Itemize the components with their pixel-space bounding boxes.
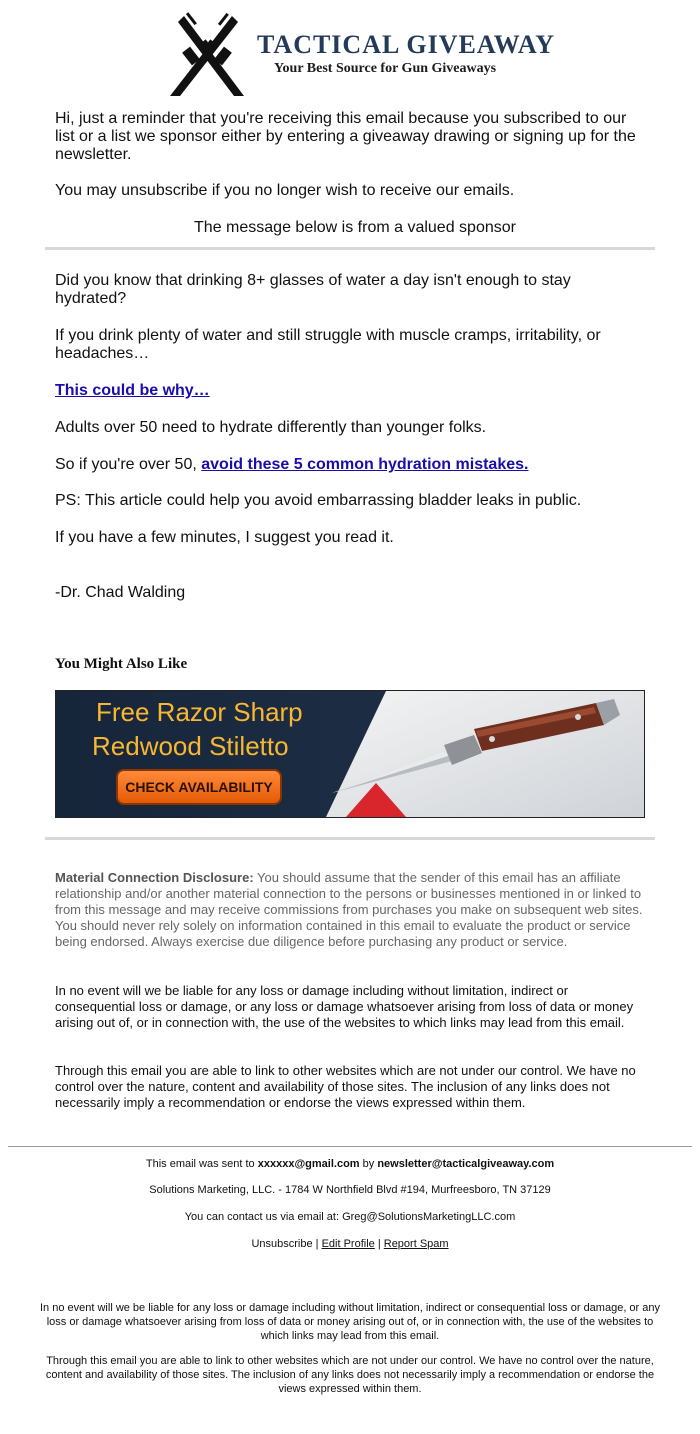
footer-contact: You can contact us via email at: Greg@SolutionsMarketingLLC.com bbox=[184, 1211, 516, 1223]
footer-liability: In no event will we be liable for any loss or damage including without limitation, indirect or consequential loss or damage, or any loss or damage whatsoever arising from loss of data or money arising out of, or in connection with, the use of the websites to which links may lead from this email. bbox=[40, 1302, 661, 1342]
material-disclosure-text: You should assume that the sender of this email has an affiliate relationship and/or another material connection to the persons or businesses mentioned in or linked to from this message and may receive commissions from purchases you make on subsequent web sites. You should never rely solely on information contained in this email to evaluate the product or service being endorsed. Always exercise due diligence before purchasing any product or service. bbox=[55, 870, 643, 949]
message-link-1-wrapper bbox=[55, 382, 645, 400]
check-availability-button[interactable]: CHECK AVAILABILITY bbox=[116, 769, 282, 805]
sent-by: by bbox=[359, 1158, 378, 1170]
signature: -Dr. Chad Walding bbox=[55, 584, 186, 601]
material-disclosure-label: Material Connection Disclosure: bbox=[55, 870, 254, 885]
message-paragraph-2: If you drink plenty of water and still struggle with muscle cramps, irritability, or headaches… bbox=[55, 327, 601, 362]
material-disclosure bbox=[55, 870, 647, 950]
footer-divider bbox=[8, 1146, 692, 1147]
liability-disclaimer: In no event will we be liable for any loss or damage including without limitation, indirect or consequential loss or damage, or any loss or damage whatsoever arising from loss of data or money arising out of, or in connection with, the use of the websites to which links may lead from this email. bbox=[55, 983, 634, 1030]
message-paragraph-5: PS: This article could help you avoid embarrassing bladder leaks in public. bbox=[55, 492, 582, 509]
message-paragraph-1: Did you know that drinking 8+ glasses of water a day isn't enough to stay hydrated? bbox=[55, 272, 571, 307]
crossed-rifles-icon bbox=[160, 10, 256, 100]
edit-profile-link[interactable]: Edit Profile bbox=[321, 1238, 375, 1250]
banner-headline-1: Free Razor Sharp bbox=[96, 697, 303, 727]
message-paragraph-3: Adults over 50 need to hydrate differently than younger folks. bbox=[55, 419, 487, 436]
divider bbox=[45, 837, 655, 840]
sender-email: newsletter@tacticalgiveaway.com bbox=[377, 1158, 555, 1170]
stiletto-ad-banner[interactable] bbox=[55, 690, 645, 818]
unsubscribe-link[interactable]: Unsubscribe bbox=[251, 1238, 313, 1250]
stiletto-knife-image bbox=[326, 699, 626, 809]
report-spam-link[interactable]: Report Spam bbox=[383, 1238, 449, 1250]
logo-title: TACTICAL GIVEAWAY bbox=[257, 30, 556, 59]
recipient-email: xxxxxx@gmail.com bbox=[257, 1158, 360, 1170]
you-might-also-like-heading: You Might Also Like bbox=[55, 656, 188, 672]
footer-separator: | bbox=[374, 1238, 384, 1250]
banner-headline-2: Redwood Stiletto bbox=[92, 731, 289, 761]
brand-logo[interactable] bbox=[160, 10, 556, 100]
footer-links-disclaimer: Through this email you are able to link to other websites which are not under our control. We have no control over the nature, content and availability of those sites. The inclusion of any links does not necessarily imply a recommendation or endorse the views expressed within them. bbox=[45, 1355, 655, 1395]
sent-prefix: This email was sent to bbox=[145, 1158, 258, 1170]
this-could-be-why-link[interactable]: This could be why… bbox=[55, 382, 210, 399]
footer-separator: | bbox=[312, 1238, 322, 1250]
footer-address: Solutions Marketing, LLC. - 1784 W Northfield Blvd #194, Murfreesboro, TN 37129 bbox=[149, 1184, 551, 1196]
subscription-reminder: Hi, just a reminder that you're receiving this email because you subscribed to our list or a list we sponsor either by entering a giveaway drawing or signing up for the newsletter. bbox=[55, 110, 636, 163]
footer-sent-to bbox=[40, 1157, 660, 1171]
message-paragraph-4 bbox=[55, 456, 645, 474]
sponsor-note: The message below is from a valued sponsor bbox=[194, 219, 516, 236]
message-paragraph-4-text: So if you're over 50, bbox=[55, 456, 202, 473]
divider bbox=[45, 247, 655, 250]
logo-tagline: Your Best Source for Gun Giveaways bbox=[274, 61, 497, 76]
message-paragraph-6: If you have a few minutes, I suggest you read it. bbox=[55, 529, 394, 546]
footer-links bbox=[40, 1237, 660, 1251]
hydration-mistakes-link[interactable]: avoid these 5 common hydration mistakes. bbox=[201, 456, 529, 473]
third-party-links-disclaimer: Through this email you are able to link to other websites which are not under our control. We have no control over the nature, content and availability of those sites. The inclusion of any links does not necessarily imply a recommendation or endorse the views expressed within them. bbox=[55, 1063, 636, 1110]
unsubscribe-note: You may unsubscribe if you no longer wish to receive our emails. bbox=[55, 182, 515, 199]
